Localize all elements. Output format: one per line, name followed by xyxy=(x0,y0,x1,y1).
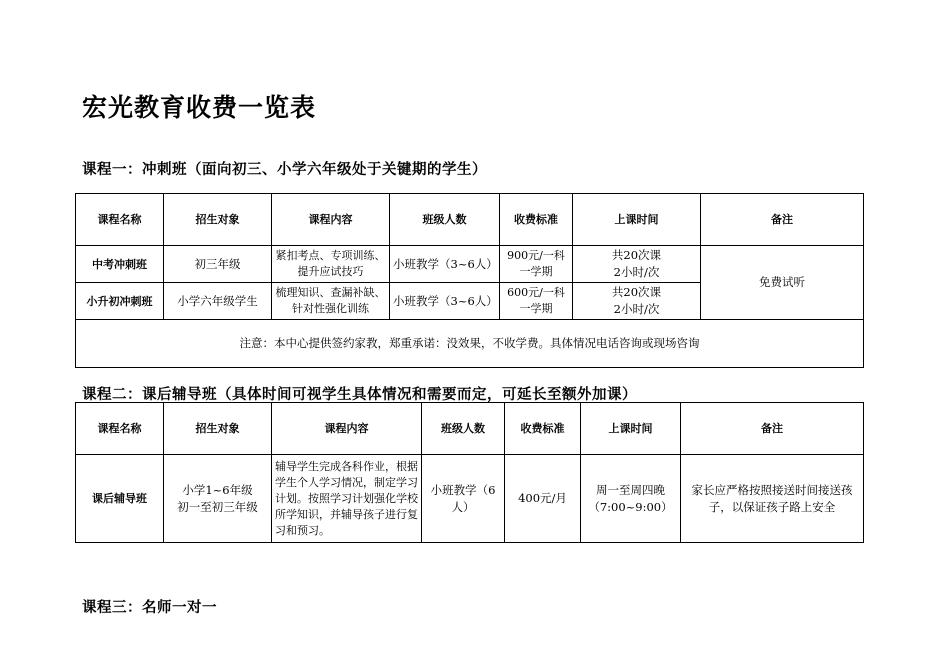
course-target: 小学六年级学生 xyxy=(164,283,272,320)
header-remark: 备注 xyxy=(701,194,864,246)
header-fee: 收费标准 xyxy=(500,194,573,246)
course-name: 中考冲刺班 xyxy=(76,246,164,283)
header-content: 课程内容 xyxy=(272,194,390,246)
course-name: 课后辅导班 xyxy=(76,455,164,543)
header-time: 上课时间 xyxy=(573,194,701,246)
course1-table xyxy=(75,193,864,368)
course-target xyxy=(164,455,272,543)
time-line2: 2小时/次 xyxy=(613,265,660,279)
section2-heading: 课程二：课后辅导班（具体时间可视学生具体情况和需要而定，可延长至额外加课） xyxy=(82,386,637,403)
header-time: 上课时间 xyxy=(581,403,681,455)
course-size: 小班教学（3~6人） xyxy=(390,283,500,320)
header-course-name: 课程名称 xyxy=(76,403,164,455)
target-line1: 小学1~6年级 xyxy=(182,482,253,497)
header-class-size: 班级人数 xyxy=(422,403,505,455)
course-fee: 900元/一科一学期 xyxy=(500,246,573,283)
header-class-size: 班级人数 xyxy=(390,194,500,246)
course-content: 辅导学生完成各科作业，根据学生个人学习情况，制定学习计划。按照学习计划强化学校所学知识，并辅导孩子进行复习和预习。 xyxy=(272,455,422,543)
header-fee: 收费标准 xyxy=(505,403,581,455)
course-name: 小升初冲刺班 xyxy=(76,283,164,320)
table-header-row xyxy=(76,194,864,246)
course-size: 小班教学（6人） xyxy=(422,455,505,543)
page-title: 宏光教育收费一览表 xyxy=(82,93,317,122)
header-content: 课程内容 xyxy=(272,403,422,455)
course-fee: 400元/月 xyxy=(505,455,581,543)
header-remark: 备注 xyxy=(681,403,864,455)
course-time xyxy=(573,246,701,283)
table-note-row xyxy=(76,320,864,368)
course-size: 小班教学（3~6人） xyxy=(390,246,500,283)
table-header-row xyxy=(76,403,864,455)
time-line1: 周一至周四晚 xyxy=(596,482,665,497)
table-row xyxy=(76,246,864,283)
header-target: 招生对象 xyxy=(164,403,272,455)
course-content: 梳理知识、查漏补缺、针对性强化训练 xyxy=(272,283,390,320)
course2-table xyxy=(75,402,864,543)
course-remark: 免费试听 xyxy=(701,246,864,320)
table-row xyxy=(76,455,864,543)
section1-heading: 课程一：冲刺班（面向初三、小学六年级处于关键期的学生） xyxy=(82,161,487,178)
section3-heading: 课程三：名师一对一 xyxy=(82,599,217,616)
time-line2: 2小时/次 xyxy=(613,302,660,316)
note-text: 注意：本中心提供签约家教，郑重承诺：没效果，不收学费。具体情况电话咨询或现场咨询 xyxy=(76,320,864,368)
course-content: 紧扣考点、专项训练、提升应试技巧 xyxy=(272,246,390,283)
target-line2: 初一至初三年级 xyxy=(177,499,258,514)
course-remark: 家长应严格按照接送时间接送孩子，以保证孩子路上安全 xyxy=(681,455,864,543)
time-line1: 共20次课 xyxy=(611,248,662,262)
course-time xyxy=(573,283,701,320)
time-line2: （7:00~9:00） xyxy=(588,499,673,514)
course-fee: 600元/一科一学期 xyxy=(500,283,573,320)
course-target: 初三年级 xyxy=(164,246,272,283)
header-target: 招生对象 xyxy=(164,194,272,246)
course-time xyxy=(581,455,681,543)
time-line1: 共20次课 xyxy=(611,285,662,299)
header-course-name: 课程名称 xyxy=(76,194,164,246)
